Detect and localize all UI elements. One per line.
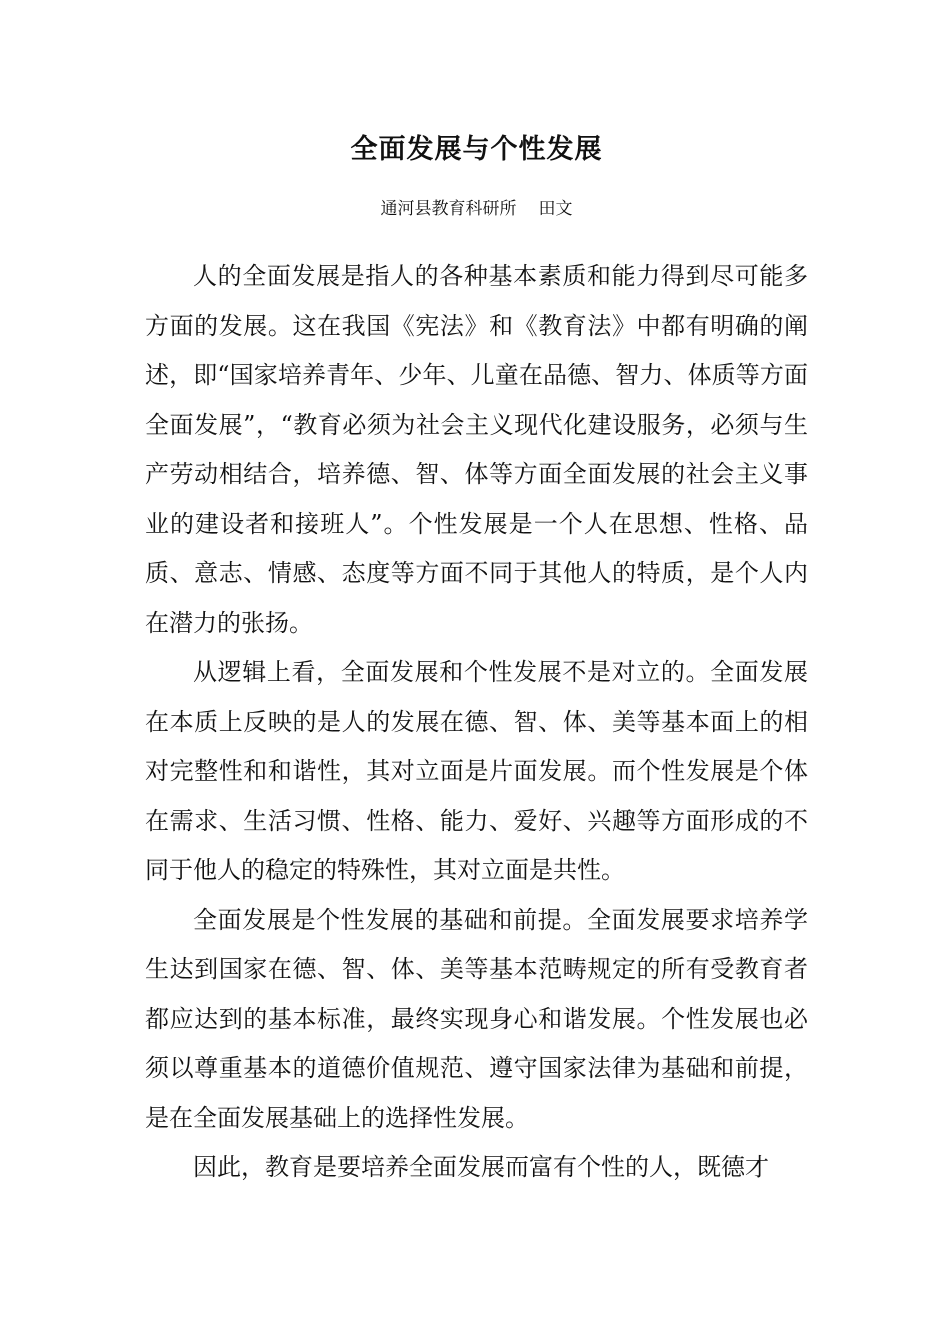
author-organization: 通河县教育科研所 xyxy=(380,199,517,219)
paragraph-3: 全面发展是个性发展的基础和前提。全面发展要求培养学生达到国家在德、智、体、美等基本范畴规定的所有受教育者都应达到的基本标准，最终实现身心和谐发展。个性发展也必须以尊重基本的道德价值规范、遵守国家法律为基础和前提，是在全面发展基础上的选择性发展。 xyxy=(145,905,808,1132)
document-title: 全面发展与个性发展 xyxy=(350,134,603,165)
author-byline xyxy=(145,194,808,224)
author-name: 田文 xyxy=(538,199,573,219)
paragraph-1: 人的全面发展是指人的各种基本素质和能力得到尽可能多方面的发展。这在我国《宪法》和《教育法》中都有明确的阐述，即“国家培养青年、少年、儿童在品德、智力、体质等方面全面发展”，“教育必须为社会主义现代化建设服务，必须与生产劳动相结合，培养德、智、体等方面全面发展的社会主义事业的建设者和接班人”。个性发展是一个人在思想、性格、品质、意志、情感、态度等方面不同于其他人的特质，是个人内在潜力的张扬。 xyxy=(145,262,808,637)
paragraph-4: 因此，教育是要培养全面发展而富有个性的人，既德才 xyxy=(193,1153,769,1181)
paragraph-2: 从逻辑上看，全面发展和个性发展不是对立的。全面发展在本质上反映的是人的发展在德、智、体、美等基本面上的相对完整性和和谐性，其对立面是片面发展。而个性发展是个体在需求、生活习惯、性格、能力、爱好、兴趣等方面形成的不同于他人的稳定的特殊性，其对立面是共性。 xyxy=(145,658,808,884)
document-body xyxy=(145,252,808,1193)
